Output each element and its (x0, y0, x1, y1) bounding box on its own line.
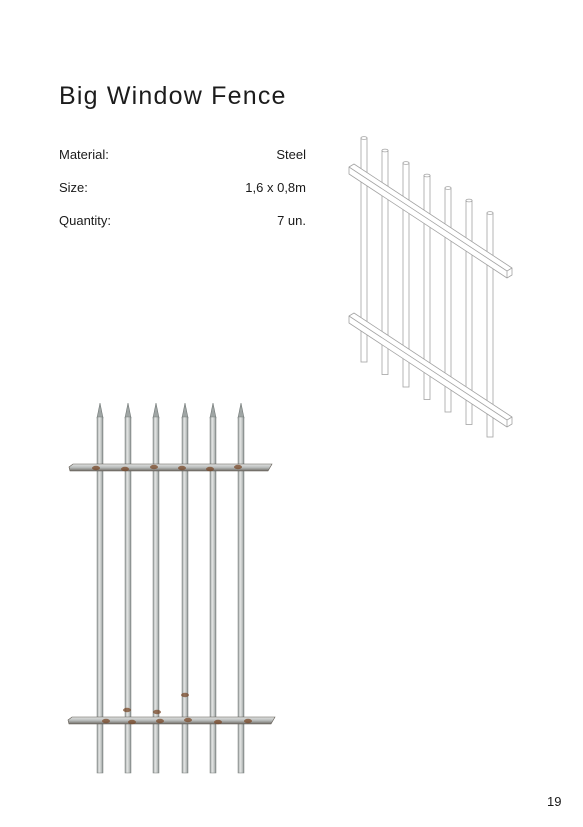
spec-value: Steel (276, 147, 306, 162)
rust-spot (153, 710, 161, 714)
spec-label: Size: (59, 180, 88, 195)
photo-bar-spike (238, 403, 244, 418)
photo-bar-spike (97, 403, 103, 418)
spec-label: Material: (59, 147, 109, 162)
rust-spot (234, 465, 242, 469)
spec-value: 1,6 x 0,8m (245, 180, 306, 195)
spec-value: 7 un. (277, 213, 306, 228)
rust-spot (123, 708, 131, 712)
photo-bar-spike (153, 403, 159, 418)
spec-label: Quantity: (59, 213, 112, 228)
rust-spot (184, 718, 192, 722)
rust-spot (150, 465, 158, 469)
rust-spot (206, 467, 214, 471)
photo-rail-bottom (68, 717, 275, 724)
rust-spot (121, 467, 129, 471)
rust-spot (128, 720, 136, 724)
rust-spot (156, 719, 164, 723)
rust-spot (181, 693, 189, 697)
page-title: Big Window Fence (59, 82, 287, 110)
page-number: 19 (547, 794, 562, 809)
rust-spot (92, 466, 100, 470)
photo-bar-spike (210, 403, 216, 418)
photo-bar-spike (125, 403, 131, 418)
rust-spot (214, 720, 222, 724)
rust-spot (102, 719, 110, 723)
rust-spot (244, 719, 252, 723)
rust-spot (178, 466, 186, 470)
photo-bar-spike (182, 403, 188, 418)
photo-rust-spots (92, 465, 252, 724)
